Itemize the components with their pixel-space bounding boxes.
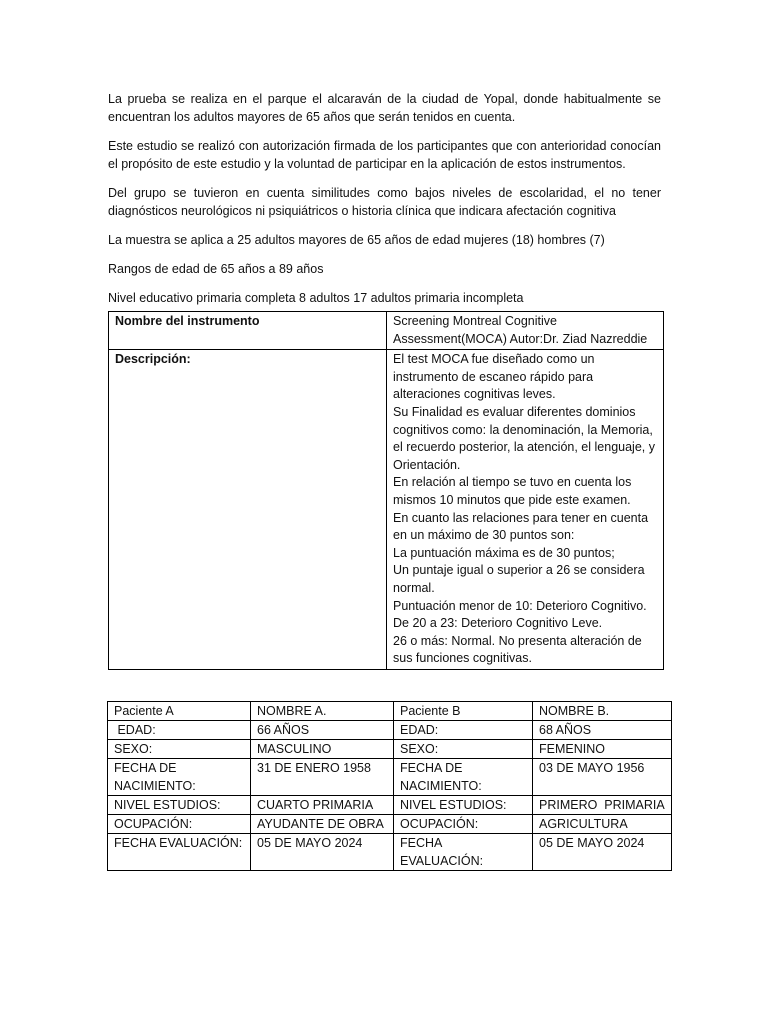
table-cell: NIVEL ESTUDIOS: xyxy=(394,796,533,815)
table-cell: FECHA EVALUACIÓN: xyxy=(394,834,533,871)
table-cell: Paciente B xyxy=(394,702,533,721)
table-cell: OCUPACIÓN: xyxy=(394,815,533,834)
description-line: 26 o más: Normal. No presenta alteración de sus funciones cognitivas. xyxy=(393,633,642,666)
table-cell: NOMBRE A. xyxy=(251,702,394,721)
table-row xyxy=(109,312,664,350)
paragraph-education-level: Nivel educativo primaria completa 8 adultos 17 adultos primaria incompleta xyxy=(108,291,524,305)
description-label: Descripción: xyxy=(109,350,387,670)
table-cell: SEXO: xyxy=(108,740,251,759)
table-cell: 03 DE MAYO 1956 xyxy=(533,759,672,796)
description-cell xyxy=(387,350,664,670)
table-row xyxy=(108,759,672,796)
table-row xyxy=(108,702,672,721)
table-cell: EDAD: xyxy=(108,721,251,740)
table-cell: PRIMERO PRIMARIA xyxy=(533,796,672,815)
table-cell: Paciente A xyxy=(108,702,251,721)
description-line: Su Finalidad es evaluar diferentes dominios cognitivos como: la denominación, la Memoria, el recuerdo posterior, la atención, el lenguaje, y Orientación. xyxy=(393,404,655,472)
description-line: En relación al tiempo se tuvo en cuenta los mismos 10 minutos que pide este examen. xyxy=(393,475,632,507)
table-cell: CUARTO PRIMARIA xyxy=(251,796,394,815)
table-cell: SEXO: xyxy=(394,740,533,759)
table-cell: FEMENINO xyxy=(533,740,672,759)
table-row xyxy=(108,721,672,740)
paragraph-authorization: Este estudio se realizó con autorización firmada de los participantes que con anterioridad conocían el propósito de este estudio y la voluntad de participar en la aplicación de estos instrumentos. xyxy=(108,139,661,171)
description-line: El test MOCA fue diseñado como un instrumento de escaneo rápido para alteraciones cognitivas leves. xyxy=(393,352,595,402)
table-row xyxy=(108,796,672,815)
paragraph-age-range: Rangos de edad de 65 años a 89 años xyxy=(108,262,324,276)
table-cell: FECHA DE NACIMIENTO: xyxy=(108,759,251,796)
table-cell: MASCULINO xyxy=(251,740,394,759)
paragraph-location: La prueba se realiza en el parque el alcaraván de la ciudad de Yopal, donde habitualmente se encuentran los adultos mayores de 65 años que serán tenidos en cuenta. xyxy=(108,92,661,124)
table-row xyxy=(108,834,672,871)
table-row xyxy=(108,740,672,759)
table-cell: 05 DE MAYO 2024 xyxy=(533,834,672,871)
table-cell: AGRICULTURA xyxy=(533,815,672,834)
table-cell: FECHA EVALUACIÓN: xyxy=(108,834,251,871)
paragraph-sample: La muestra se aplica a 25 adultos mayores de 65 años de edad mujeres (18) hombres (7) xyxy=(108,233,605,247)
table-cell: NIVEL ESTUDIOS: xyxy=(108,796,251,815)
instrument-table xyxy=(108,311,664,670)
table-cell: EDAD: xyxy=(394,721,533,740)
instrument-name-label: Nombre del instrumento xyxy=(109,312,387,350)
paragraph-group-criteria: Del grupo se tuvieron en cuenta similitudes como bajos niveles de escolaridad, el no tener diagnósticos neurológicos ni psiquiátricos o historia clínica que indicara afectación cognitiva xyxy=(108,186,661,218)
table-cell: OCUPACIÓN: xyxy=(108,815,251,834)
description-line: Puntuación menor de 10: Deterioro Cognitivo. xyxy=(393,598,647,613)
table-cell: 68 AÑOS xyxy=(533,721,672,740)
table-cell: AYUDANTE DE OBRA xyxy=(251,815,394,834)
description-line: Un puntaje igual o superior a 26 se considera normal. xyxy=(393,563,645,595)
table-cell: NOMBRE B. xyxy=(533,702,672,721)
instrument-name-value: Screening Montreal Cognitive Assessment(MOCA) Autor:Dr. Ziad Nazreddie xyxy=(387,312,664,350)
document-page xyxy=(108,90,661,670)
table-cell: FECHA DE NACIMIENTO: xyxy=(394,759,533,796)
patients-table xyxy=(107,701,672,871)
table-cell: 05 DE MAYO 2024 xyxy=(251,834,394,871)
table-row xyxy=(109,350,664,670)
table-row xyxy=(108,815,672,834)
table-cell: 66 AÑOS xyxy=(251,721,394,740)
description-line: La puntuación máxima es de 30 puntos; xyxy=(393,545,615,560)
description-line: En cuanto las relaciones para tener en cuenta en un máximo de 30 puntos son: xyxy=(393,510,649,543)
table-cell: 31 DE ENERO 1958 xyxy=(251,759,394,796)
description-line: De 20 a 23: Deterioro Cognitivo Leve. xyxy=(393,616,603,631)
